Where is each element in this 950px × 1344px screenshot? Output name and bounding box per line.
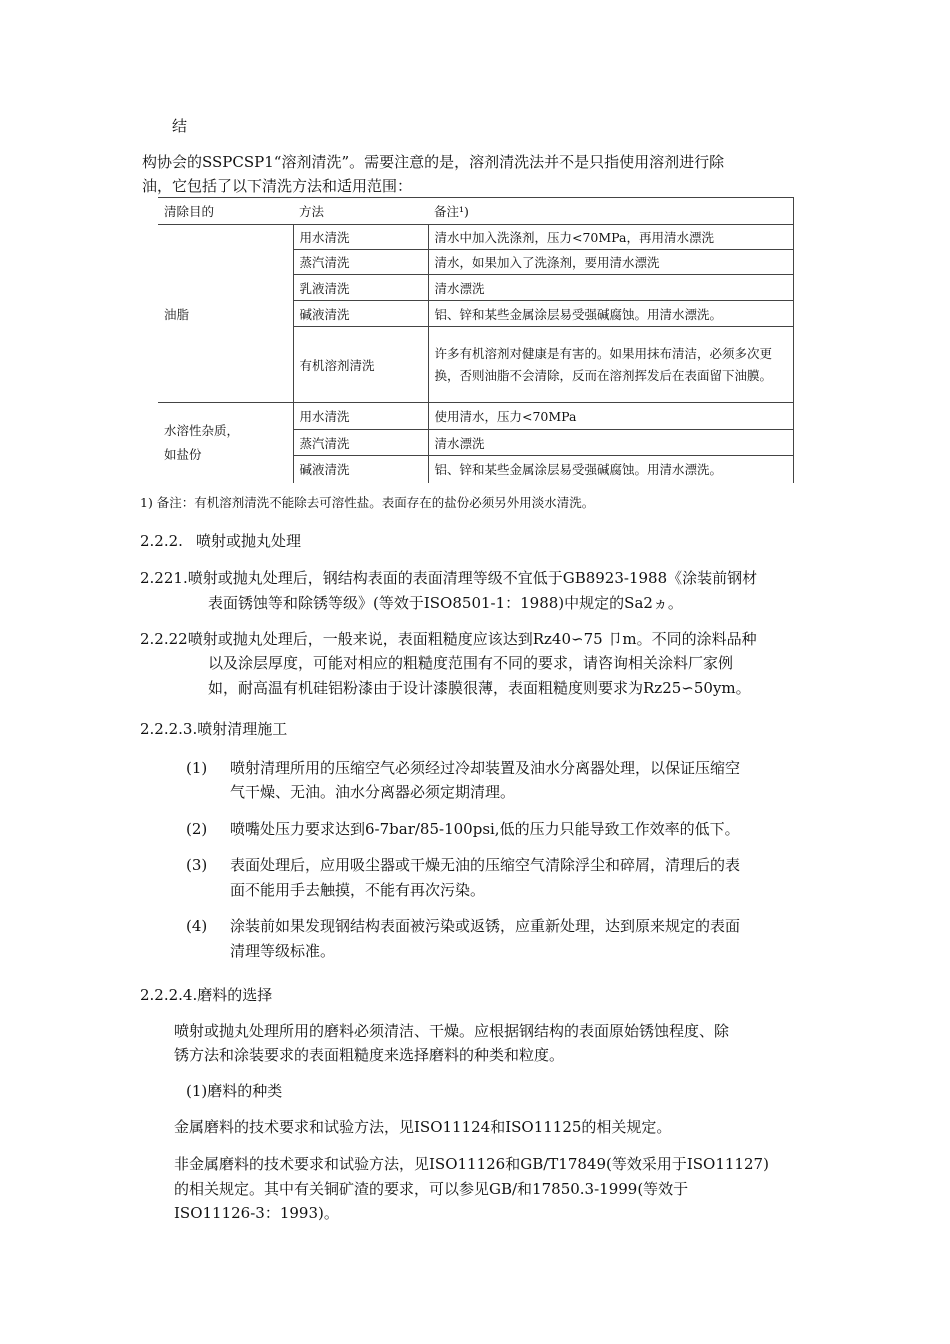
note-cell: 清水漂洗 bbox=[428, 275, 794, 301]
note-cell: 清水中加入洗涤剂，压力<70MPa，再用清水漂洗 bbox=[428, 225, 794, 250]
para-2224-line-1: 喷射或抛丸处理所用的磨料必须清洁、干燥。应根据钢结构的表面原始锈蚀程度、除 bbox=[174, 1022, 730, 1040]
note-cell: 清水漂洗 bbox=[428, 430, 794, 456]
table-header-row bbox=[158, 198, 794, 225]
method-cell: 有机溶剂清洗 bbox=[293, 327, 428, 403]
section-2-2-2-number: 2.2.2. bbox=[140, 532, 183, 550]
intro-line-2: 油，它包括了以下清洗方法和适用范围： bbox=[142, 177, 413, 195]
method-cell: 蒸汽清洗 bbox=[293, 250, 428, 275]
table-row bbox=[158, 403, 794, 430]
method-cell: 乳液清洗 bbox=[293, 275, 428, 301]
list-item-line-1: 喷嘴处压力要求达到6-7bar/85-100psi,低的压力只能导致工作效率的低下。 bbox=[230, 820, 740, 838]
note-cell: 使用清水，压力<70MPa bbox=[428, 403, 794, 430]
list-item-line-2: 气干燥、无油。油水分离器必须定期清理。 bbox=[230, 783, 516, 801]
para-2222-line-1: 2.2.22喷射或抛丸处理后，一般来说，表面粗糙度应该达到Rz40∽75 卩m。不同的涂料品种 bbox=[140, 630, 757, 648]
para-2222-line-3: 如，耐高温有机硅铝粉漆由于设计漆膜很薄，表面粗糙度则要求为Rz25∽50ym。 bbox=[208, 679, 751, 697]
para-2221-line-1: 2.221.喷射或抛丸处理后，钢结构表面的表面清理等级不宜低于GB8923-1988《涂装前钢材 bbox=[140, 569, 758, 587]
nonmetal-line-2: 的相关规定。其中有关铜矿渣的要求，可以参见GB/和17850.3-1999(等效于 bbox=[174, 1180, 689, 1198]
method-cell: 用水清洗 bbox=[293, 225, 428, 250]
note-cell: 铝、锌和某些金属涂层易受强碱腐蚀。用清水漂洗。 bbox=[428, 456, 794, 483]
note-cell: 许多有机溶剂对健康是有害的。如果用抹布清洁，必须多次更换，否则油脂不会清除，反而在溶剂挥发后在表面留下油膜。 bbox=[428, 327, 794, 403]
note-cell: 铝、锌和某些金属涂层易受强碱腐蚀。用清水漂洗。 bbox=[428, 301, 794, 327]
nonmetal-line-3: ISO11126-3：1993)。 bbox=[174, 1204, 339, 1222]
list-item-line-1: 喷射清理所用的压缩空气必须经过冷却装置及油水分离器处理，以保证压缩空 bbox=[230, 759, 741, 777]
header-purpose: 清除目的 bbox=[158, 198, 293, 225]
subsection-abrasive-types: (1)磨料的种类 bbox=[186, 1082, 283, 1100]
purpose-line-2: 如盐份 bbox=[164, 446, 202, 462]
method-cell: 用水清洗 bbox=[293, 403, 428, 430]
section-2-2-2-title: 喷射或抛丸处理 bbox=[196, 532, 302, 550]
table-footnote: 1) 备注：有机溶剂清洗不能除去可溶性盐。表面存在的盐份必须另外用淡水清洗。 bbox=[140, 495, 595, 510]
purpose-water-soluble bbox=[158, 403, 293, 483]
list-item-number: (1) bbox=[186, 759, 208, 777]
method-cell: 碱液清洗 bbox=[293, 456, 428, 483]
section-2-2-2-4-title: 2.2.2.4.磨料的选择 bbox=[140, 986, 273, 1004]
metal-abrasive-para: 金属磨料的技术要求和试验方法，见ISO11124和ISO11125的相关规定。 bbox=[174, 1118, 672, 1136]
method-cell: 碱液清洗 bbox=[293, 301, 428, 327]
list-item-number: (4) bbox=[186, 917, 208, 935]
list-item-line-2: 面不能用手去触摸，不能有再次污染。 bbox=[230, 881, 486, 899]
purpose-line-1: 水溶性杂质， bbox=[164, 422, 240, 438]
para-2221-line-2: 表面锈蚀等和除锈等级》(等效于ISO8501-1：1988)中规定的Sa2ヵ。 bbox=[208, 594, 683, 612]
list-item-line-2: 清理等级标准。 bbox=[230, 942, 336, 960]
intro-line-1: 构协会的SSPCSP1“溶剂清洗”。需要注意的是，溶剂清洗法并不是只指使用溶剂进行除 bbox=[142, 153, 725, 171]
para-2224-line-2: 锈方法和涂装要求的表面粗糙度来选择磨料的种类和粒度。 bbox=[174, 1046, 565, 1064]
purpose-grease: 油脂 bbox=[158, 225, 293, 403]
list-item-number: (2) bbox=[186, 820, 208, 838]
method-cell: 蒸汽清洗 bbox=[293, 430, 428, 456]
section-2-2-2-3-title: 2.2.2.3.喷射清理施工 bbox=[140, 720, 288, 738]
list-item-line-1: 涂装前如果发现钢结构表面被污染或返锈，应重新处理，达到原来规定的表面 bbox=[230, 917, 741, 935]
table-row bbox=[158, 225, 794, 250]
para-2222-line-2: 以及涂层厚度，可能对相应的粗糙度范围有不同的要求，请咨询相关涂料厂家例 bbox=[208, 654, 734, 672]
nonmetal-line-1: 非金属磨料的技术要求和试验方法，见ISO11126和GB/T17849(等效采用于ISO11127) bbox=[174, 1155, 769, 1173]
header-note: 备注¹) bbox=[428, 198, 794, 225]
list-item-line-1: 表面处理后，应用吸尘器或干燥无油的压缩空气清除浮尘和碎屑，清理后的表 bbox=[230, 856, 741, 874]
heading-fragment: 结 bbox=[172, 117, 188, 135]
list-item-number: (3) bbox=[186, 856, 208, 874]
note-cell: 清水，如果加入了洗涤剂，要用清水漂洗 bbox=[428, 250, 794, 275]
cleaning-methods-table bbox=[158, 197, 794, 483]
header-method: 方法 bbox=[293, 198, 428, 225]
